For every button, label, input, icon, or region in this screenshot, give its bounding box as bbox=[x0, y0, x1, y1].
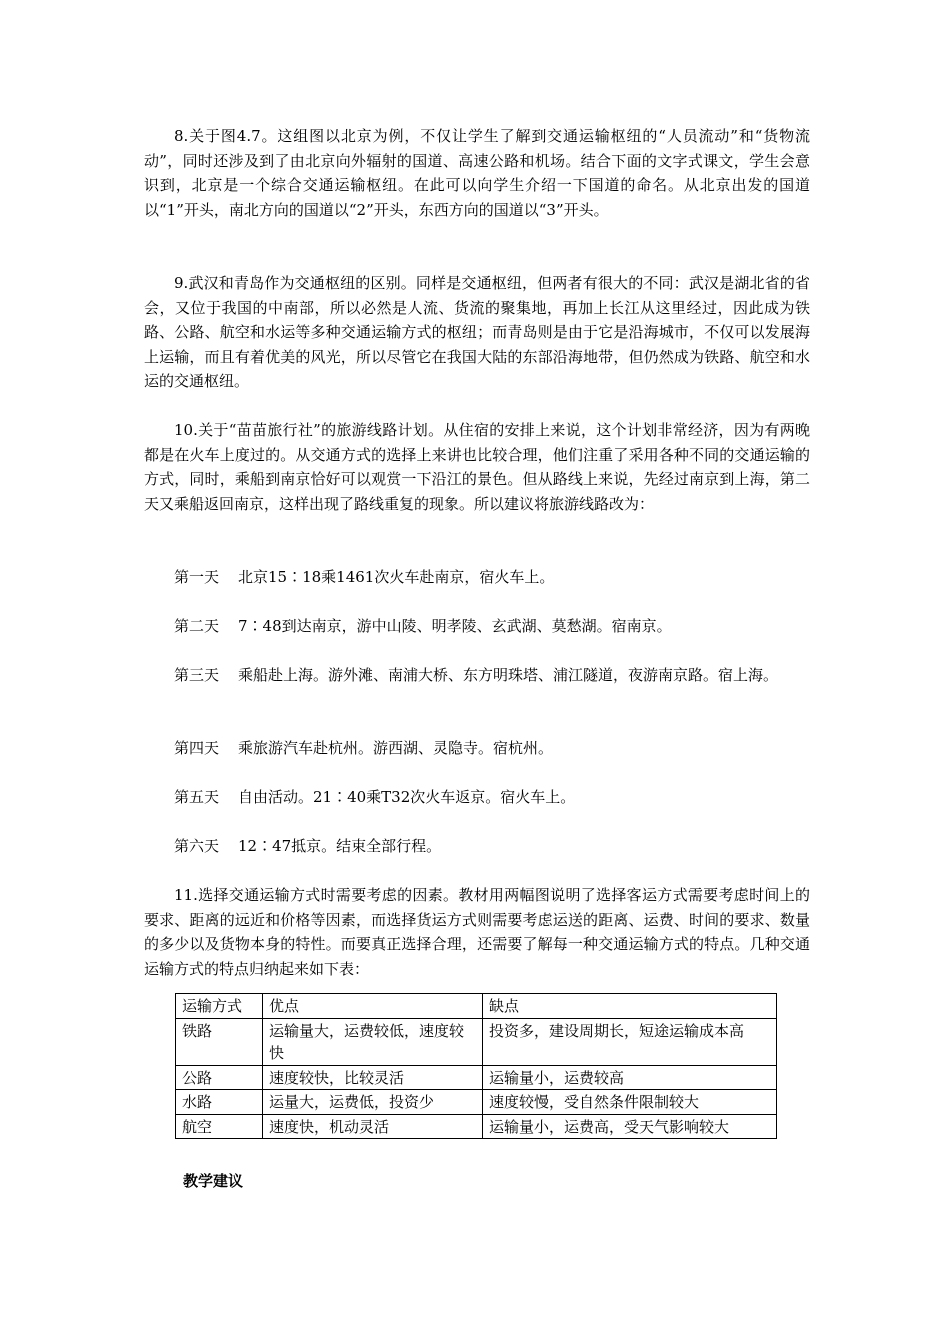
itinerary-day-text: 北京15∶18乘1461次火车赴南京，宿火车上。 bbox=[238, 568, 555, 586]
table-cell: 速度快，机动灵活 bbox=[263, 1114, 483, 1139]
itinerary-day-text: 7∶48到达南京，游中山陵、明孝陵、玄武湖、莫愁湖。宿南京。 bbox=[238, 617, 672, 635]
itinerary-day-label: 第一天 bbox=[174, 568, 220, 586]
transport-comparison-table bbox=[175, 993, 777, 1139]
table-cell: 铁路 bbox=[176, 1018, 263, 1065]
itinerary-day-3 bbox=[144, 663, 810, 688]
paragraph-8: 8.关于图4.7。这组图以北京为例，不仅让学生了解到交通运输枢纽的“人员流动”和“货物流动”，同时还涉及到了由北京向外辐射的国道、高速公路和机场。结合下面的文字式课文，学生会意识到，北京是一个综合交通运输枢纽。在此可以向学生介绍一下国道的命名。从北京出发的国道以“1”开头，南北方向的国道以“2”开头，东西方向的国道以“3”开头。 bbox=[144, 127, 810, 219]
table-cell: 投资多，建设周期长，短途运输成本高 bbox=[483, 1018, 777, 1065]
itinerary-day-label: 第六天 bbox=[174, 837, 220, 855]
itinerary-day-label: 第三天 bbox=[174, 666, 220, 684]
table-cell: 水路 bbox=[176, 1090, 263, 1115]
itinerary-day-1 bbox=[144, 565, 810, 590]
itinerary-day-text: 自由活动。21∶40乘T32次火车返京。宿火车上。 bbox=[238, 788, 576, 806]
table-row bbox=[176, 1065, 777, 1090]
table-cell: 运输量大，运费较低，速度较快 bbox=[263, 1018, 483, 1065]
itinerary-day-4 bbox=[144, 736, 810, 761]
itinerary-day-text: 乘船赴上海。游外滩、南浦大桥、东方明珠塔、浦江隧道，夜游南京路。宿上海。 bbox=[238, 666, 779, 684]
table-cell: 运输量小，运费高，受天气影响较大 bbox=[483, 1114, 777, 1139]
paragraph-11: 11.选择交通运输方式时需要考虑的因素。教材用两幅图说明了选择客运方式需要考虑时间上的要求、距离的远近和价格等因素，而选择货运方式则需要考虑运送的距离、运费、时间的要求、数量的多少以及货物本身的特性。而要真正选择合理，还需要了解每一种交通运输方式的特点。几种交通运输方式的特点归纳起来如下表： bbox=[144, 886, 810, 978]
itinerary-day-text: 乘旅游汽车赴杭州。游西湖、灵隐寺。宿杭州。 bbox=[238, 739, 554, 757]
paragraph-9: 9.武汉和青岛作为交通枢纽的区别。同样是交通枢纽，但两者有很大的不同：武汉是湖北省的省会，又位于我国的中南部，所以必然是人流、货流的聚集地，再加上长江从这里经过，因此成为铁路、公路、航空和水运等多种交通运输方式的枢纽；而青岛则是由于它是沿海城市，不仅可以发展海上运输，而且有着优美的风光，所以尽管它在我国大陆的东部沿海地带，但仍然成为铁路、航空和水运的交通枢纽。 bbox=[144, 274, 810, 390]
itinerary-day-5 bbox=[144, 785, 810, 810]
itinerary-day-2 bbox=[144, 614, 810, 639]
table-header-cell: 缺点 bbox=[483, 994, 777, 1019]
table-header-cell: 优点 bbox=[263, 994, 483, 1019]
table-header-cell: 运输方式 bbox=[176, 994, 263, 1019]
section-heading: 教学建议 bbox=[183, 1172, 244, 1190]
itinerary-day-label: 第二天 bbox=[174, 617, 220, 635]
itinerary-day-6 bbox=[144, 834, 810, 859]
table-row bbox=[176, 1090, 777, 1115]
table-row bbox=[176, 1114, 777, 1139]
table-cell: 运量大，运费低，投资少 bbox=[263, 1090, 483, 1115]
table-header-row bbox=[176, 994, 777, 1019]
table-row bbox=[176, 1018, 777, 1065]
itinerary-day-label: 第五天 bbox=[174, 788, 220, 806]
itinerary-day-label: 第四天 bbox=[174, 739, 220, 757]
table-cell: 公路 bbox=[176, 1065, 263, 1090]
paragraph-10: 10.关于“苗苗旅行社”的旅游线路计划。从住宿的安排上来说，这个计划非常经济，因为有两晚都是在火车上度过的。从交通方式的选择上来讲也比较合理，他们注重了采用各种不同的交通运输的方式，同时，乘船到南京恰好可以观赏一下沿江的景色。但从路线上来说，先经过南京到上海，第二天又乘船返回南京，这样出现了路线重复的现象。所以建议将旅游线路改为： bbox=[144, 421, 810, 513]
table-cell: 运输量小，运费较高 bbox=[483, 1065, 777, 1090]
itinerary-day-text: 12∶47抵京。结束全部行程。 bbox=[238, 837, 442, 855]
table-cell: 速度较慢，受自然条件限制较大 bbox=[483, 1090, 777, 1115]
table-cell: 航空 bbox=[176, 1114, 263, 1139]
table-cell: 速度较快，比较灵活 bbox=[263, 1065, 483, 1090]
